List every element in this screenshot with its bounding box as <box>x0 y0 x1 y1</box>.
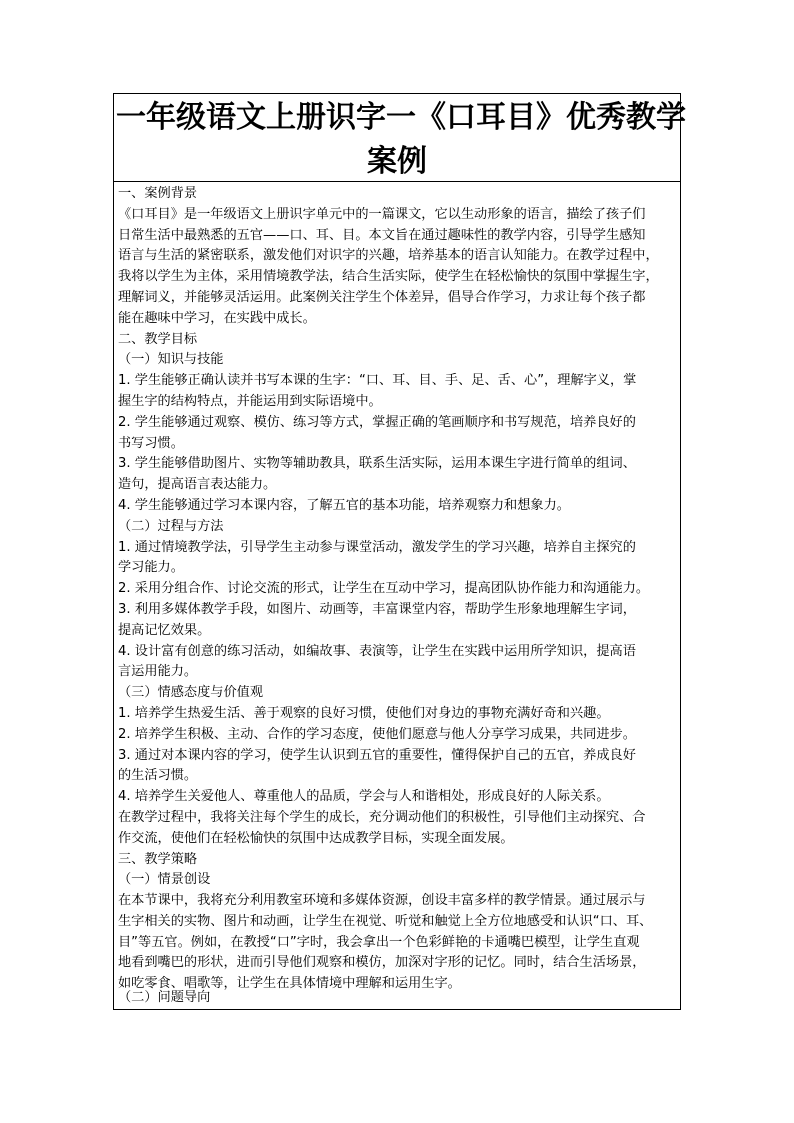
body-line: 《口耳目》是一年级语文上册识字单元中的一篇课文，它以生动形象的语言，描绘了孩子们 <box>118 206 646 222</box>
body-line: 日常生活中最熟悉的五官——口、耳、目。本文旨在通过趣味性的教学内容，引导学生感知 <box>118 227 646 243</box>
body-line: 能在趣味中学习，在实践中成长。 <box>118 310 316 326</box>
body-line: 2. 学生能够通过观察、模仿、练习等方式，掌握正确的笔画顺序和书写规范，培养良好的 <box>118 414 636 430</box>
subsection-heading: （一）知识与技能 <box>118 352 224 368</box>
body-line: 4. 学生能够通过学习本课内容，了解五官的基本功能，培养观察力和想象力。 <box>118 497 570 513</box>
body-line: 握生字的结构特点，并能运用到实际语境中。 <box>118 393 382 409</box>
subsection-heading: （一）情景创设 <box>118 872 211 888</box>
subsection-heading: （三）情感态度与价值观 <box>118 685 264 701</box>
body-line: 1. 培养学生热爱生活、善于观察的良好习惯，使他们对身边的事物充满好奇和兴趣。 <box>118 705 610 721</box>
body-line: 我将以学生为主体，采用情境教学法，结合生活实际，使学生在轻松愉快的氛围中掌握生字， <box>118 269 659 285</box>
body-line: 地看到嘴巴的形状，进而引导他们观察和模仿，加深对字形的记忆。同时，结合生活场景， <box>118 955 646 971</box>
body-line: 作交流，使他们在轻松愉快的氛围中达成教学目标，实现全面发展。 <box>118 830 514 846</box>
document-title-line-2: 案例 <box>367 144 427 179</box>
body-line: 生字相关的实物、图片和动画，让学生在视觉、听觉和触觉上全方位地感受和认识“口、耳、 <box>118 913 653 929</box>
document-body <box>118 184 676 995</box>
body-line: 3. 学生能够借助图片、实物等辅助教具，联系生活实际，运用本课生字进行简单的组词、 <box>118 456 636 472</box>
body-line: 4. 培养学生关爱他人、尊重他人的品质，学会与人和谐相处，形成良好的人际关系。 <box>118 789 610 805</box>
body-line: 2. 采用分组合作、讨论交流的形式，让学生在互动中学习，提高团队协作能力和沟通能力。 <box>118 581 650 597</box>
section-heading: 三、教学策略 <box>118 851 198 867</box>
section-heading: 一、案例背景 <box>118 186 198 201</box>
subsection-heading: （二）问题导向 <box>118 990 211 1005</box>
body-line: 2. 培养学生积极、主动、合作的学习态度，使他们愿意与他人分享学习成果，共同进步。 <box>118 726 636 742</box>
body-line: 理解词义，并能够灵活运用。此案例关注学生个体差异，倡导合作学习，力求让每个孩子都 <box>118 289 646 305</box>
body-line: 学习能力。 <box>118 560 184 576</box>
document-title-line-1: 一年级语文上册识字一《口耳目》优秀教学 <box>116 100 686 135</box>
body-line: 在本节课中，我将充分利用教室环境和多媒体资源，创设丰富多样的教学情景。通过展示与 <box>118 893 646 909</box>
body-line: 1. 学生能够正确认读并书写本课的生字：“口、耳、目、手、足、舌、心”，理解字义，掌 <box>118 373 637 389</box>
body-line: 如吃零食、唱歌等，让学生在具体情境中理解和运用生字。 <box>118 976 461 992</box>
body-line: 言运用能力。 <box>118 664 198 680</box>
body-line: 语言与生活的紧密联系，激发他们对识字的兴趣，培养基本的语言认知能力。在教学过程中， <box>118 248 659 264</box>
body-line: 3. 通过对本课内容的学习，使学生认识到五官的重要性，懂得保护自己的五官，养成良好 <box>118 747 636 763</box>
body-line: 造句，提高语言表达能力。 <box>118 477 277 493</box>
body-line: 目”等五官。例如，在教授“口”字时，我会拿出一个色彩鲜艳的卡通嘴巴模型，让学生直观 <box>118 934 640 950</box>
document-table <box>113 93 686 1010</box>
body-line: 4. 设计富有创意的练习活动，如编故事、表演等，让学生在实践中运用所学知识，提高语 <box>118 643 636 659</box>
body-line: 1. 通过情境教学法，引导学生主动参与课堂活动，激发学生的学习兴趣，培养自主探究的 <box>118 539 636 555</box>
title-cell <box>114 94 686 182</box>
body-line: 提高记忆效果。 <box>118 622 211 638</box>
body-line: 的生活习惯。 <box>118 768 198 784</box>
subsection-heading: （二）过程与方法 <box>118 518 224 534</box>
body-line: 3. 利用多媒体教学手段，如图片、动画等，丰富课堂内容，帮助学生形象地理解生字词， <box>118 601 636 617</box>
body-line: 在教学过程中，我将关注每个学生的成长，充分调动他们的积极性，引导他们主动探究、合 <box>118 809 646 825</box>
section-heading: 二、教学目标 <box>118 331 198 347</box>
body-line: 书写习惯。 <box>118 435 184 451</box>
